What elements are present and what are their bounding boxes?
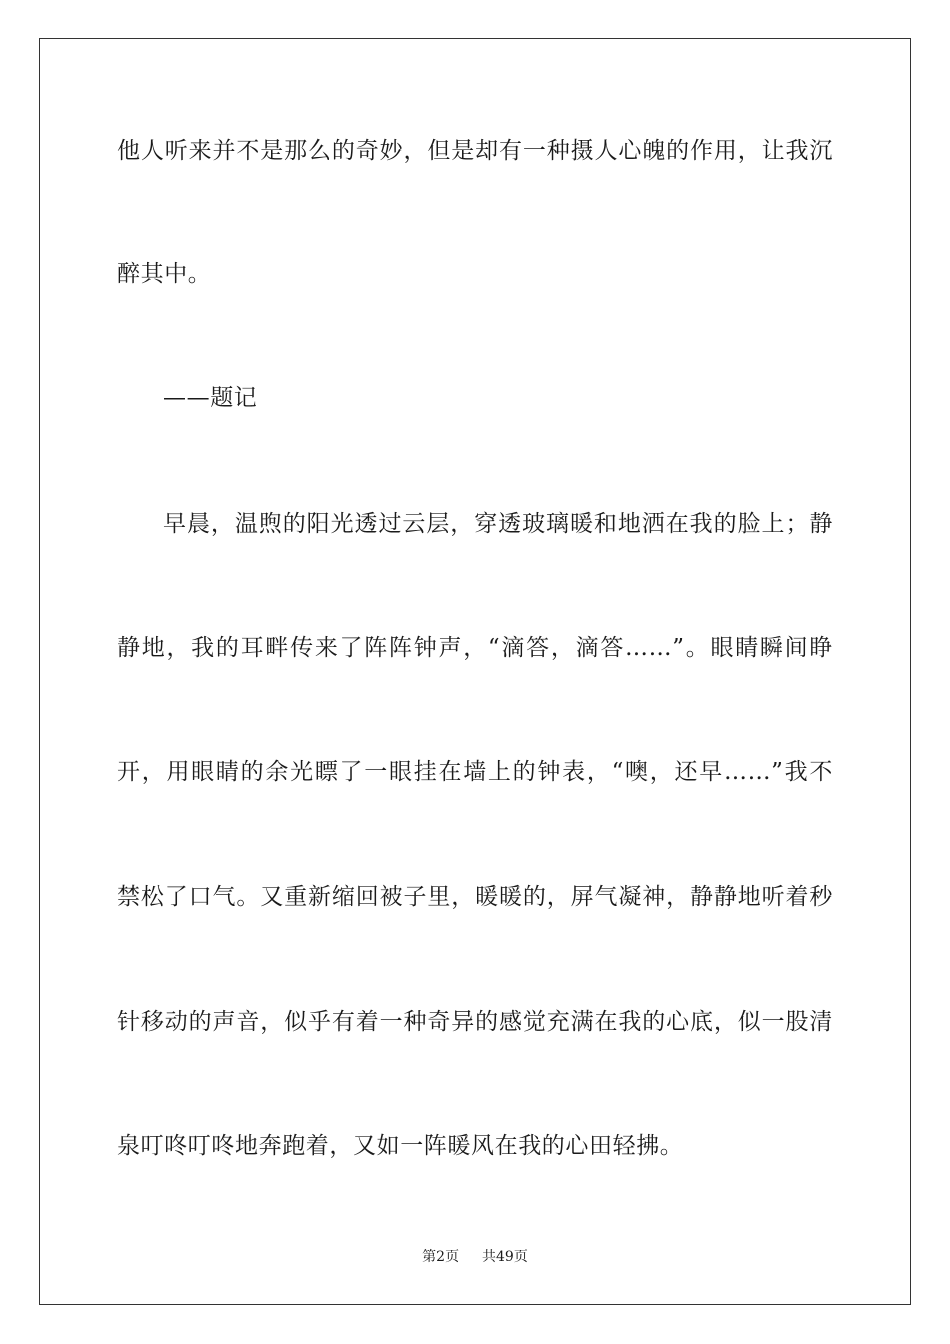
- epigraph-signature: ——题记: [163, 385, 258, 411]
- page-border: [39, 38, 911, 1305]
- page-number: 第2页: [422, 1249, 460, 1265]
- text-line-6: 开，用眼睛的余光瞟了一眼挂在墙上的钟表，“噢，还早……”我不: [117, 759, 833, 785]
- text-line-7: 禁松了口气。又重新缩回被子里，暖暖的，屏气凝神，静静地听着秒: [117, 884, 833, 910]
- text-line-4: 早晨，温煦的阳光透过云层，穿透玻璃暖和地洒在我的脸上；静: [163, 511, 833, 537]
- text-line-9: 泉叮咚叮咚地奔跑着，又如一阵暖风在我的心田轻拂。: [117, 1133, 684, 1159]
- text-line-8: 针移动的声音，似乎有着一种奇异的感觉充满在我的心底，似一股清: [117, 1009, 833, 1035]
- text-line-1: 他人听来并不是那么的奇妙，但是却有一种摄人心魄的作用，让我沉: [117, 138, 833, 164]
- text-line-2: 醉其中。: [117, 261, 212, 287]
- text-line-5: 静地，我的耳畔传来了阵阵钟声，“滴答，滴答……”。眼睛瞬间睁: [117, 635, 833, 661]
- page-total: 共49页: [482, 1249, 528, 1265]
- page-footer: [0, 1248, 950, 1266]
